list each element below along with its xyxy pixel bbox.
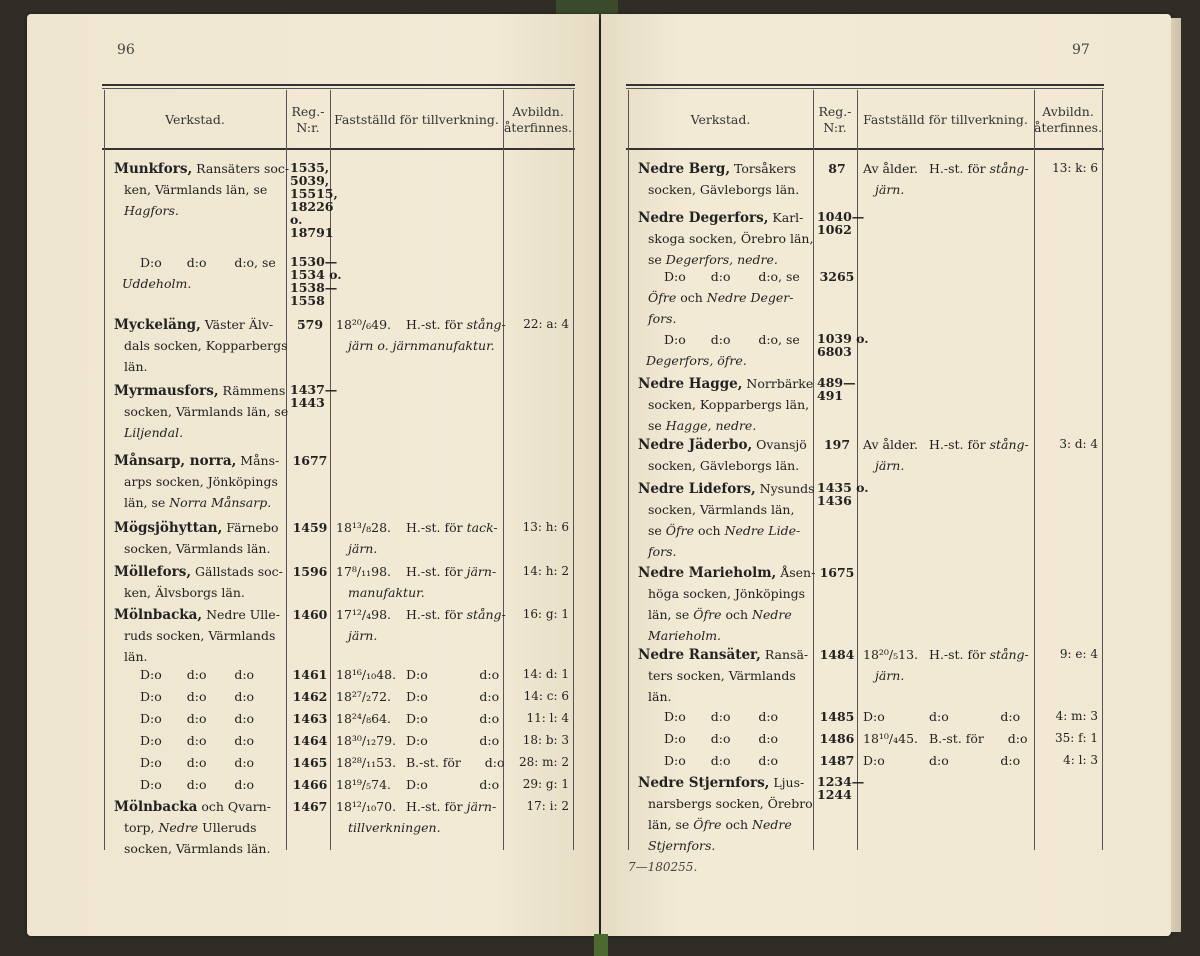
left-row-7-avb: 16: g: 1 [522,607,569,621]
right-col-line-2 [857,90,858,850]
left-row-9-date: 18²⁷/₂72. [336,689,392,704]
entry-location: d:o d:o [161,733,255,748]
reg-number: o. [290,212,303,227]
left-row-8-date: 18¹⁶/₁₀48. [336,667,397,682]
left-row-5-l2: socken, Värmlands län. [124,541,271,556]
entry-name: D:o [664,269,686,284]
reg-number: 579 [296,317,324,332]
left-row-3-reg [290,382,338,410]
right-row-10-name [664,728,835,749]
reg-number: 1460 [292,607,328,622]
right-col-line-4 [1102,90,1103,850]
left-row-10-date: 18²⁴/₈64. [336,711,392,726]
right-row-2-reg [817,269,857,284]
right-row-9-avb: 4: m: 3 [1055,709,1098,723]
left-top-rule-2 [102,88,575,89]
right-row-6-l4: fors. [648,544,677,559]
reg-number: 1466 [292,777,328,792]
right-row-10-reg [817,731,857,746]
right-row-7-reg [817,565,857,580]
entry-location: Ransä- [760,647,809,662]
entry-name: D:o [664,709,686,724]
entry-name: D:o [140,777,162,792]
left-row-12-date: 18²⁸/₁₁53. [336,755,397,770]
left-row-11-name [140,730,308,751]
right-header-verkstad: Verkstad. [690,112,751,127]
right-row-0-avb: 13: k: 6 [1052,161,1098,175]
reg-number: 1436 [817,493,852,508]
left-row-7-f2: järn. [348,628,378,643]
entry-name: Nedre Jäderbo, [638,437,753,453]
left-row-13-reg [290,777,330,792]
entry-location: Ovansjö [752,437,807,452]
right-row-9-name [664,706,835,727]
left-row-9-f1: D:o d:o [406,689,500,704]
right-row-9-reg [817,709,857,724]
entry-location: Åsen- [776,565,816,580]
left-row-7-date: 17¹²/₄98. [336,607,392,622]
reg-number: 1459 [292,520,328,535]
left-header-rule [102,148,575,150]
entry-location: d:o d:o, se [161,255,276,270]
left-row-3-l3: Liljendal. [124,425,184,440]
right-col-line-0 [628,90,629,850]
left-row-13-date: 18¹⁹/₅74. [336,777,392,792]
left-header-avbildn: Avbildn. återfinnes. [503,104,573,135]
right-row-2-l2: Öfre och Nedre Deger- [648,290,794,305]
left-row-13-avb: 29: g: 1 [522,777,569,791]
reg-number: 1437— [290,382,338,397]
reg-number: 1435 o. [817,480,869,495]
left-row-11-avb: 18: b: 3 [522,733,569,747]
entry-name: Möllefors, [114,564,192,580]
entry-name: Munkfors, [114,161,193,177]
left-row-12-reg [290,755,330,770]
right-row-0-l2: socken, Gävleborgs län. [648,182,800,197]
reg-number: 1486 [819,731,855,746]
left-row-2-f1: H.-st. för stång- [406,317,506,332]
right-row-1-name [638,207,809,229]
left-row-5-f2: järn. [348,541,378,556]
reg-number: 1677 [292,453,328,468]
entry-location: Måns- [236,453,280,468]
reg-number: 1534 o. [290,267,342,282]
left-col-line-4 [573,90,574,850]
right-row-5-l2: socken, Gävleborgs län. [648,458,800,473]
entry-name: D:o [664,332,686,347]
right-row-4-name [638,373,814,395]
reg-number: 1464 [292,733,328,748]
reg-number: 1463 [292,711,328,726]
right-row-5-name [638,434,809,456]
right-row-10-avb: 35: f: 1 [1054,731,1098,745]
entry-location: d:o d:o, se [685,332,800,347]
right-row-12-l3: län, se Öfre och Nedre [648,817,792,832]
left-row-4-l3: län, se Norra Månsarp. [124,495,272,510]
left-row-6-l2: ken, Älvsborgs län. [124,585,245,600]
entry-location: d:o d:o [161,777,255,792]
entry-location: Torsåkers [730,161,797,176]
entry-location: Väster Älv- [200,317,274,332]
right-header-faststalld: Fastställd för tillverkning. [863,112,1028,127]
left-row-2-avb: 22: a: 4 [523,317,569,331]
entry-name: Nedre Marieholm, [638,565,777,581]
entry-name: Nedre Lidefors, [638,481,756,497]
entry-name: Nedre Hagge, [638,376,743,392]
left-row-14-date: 18¹²/₁₀70. [336,799,397,814]
reg-number: 1675 [819,565,855,580]
left-row-6-f1: H.-st. för järn- [406,564,497,579]
left-header-verkstad: Verkstad. [165,112,225,127]
left-row-4-l2: arps socken, Jönköpings [124,474,278,489]
reg-number: 197 [823,437,851,452]
entry-name: D:o [140,689,162,704]
reg-number: 18226 [290,199,334,214]
entry-location: d:o d:o [685,753,779,768]
right-row-0-f1: H.-st. för stång- [929,161,1029,176]
left-row-14-f1: H.-st. för järn- [406,799,497,814]
entry-name: Myrmausfors, [114,383,219,399]
entry-location: d:o d:o [161,755,255,770]
entry-location: d:o d:o, se [685,269,800,284]
entry-location: Rämmens [218,383,286,398]
reg-number: 87 [828,161,846,176]
left-row-1-reg [290,254,342,308]
right-row-12-reg [817,774,865,802]
right-page-number: 97 [1072,42,1090,58]
right-row-6-reg [817,480,869,508]
left-row-10-avb: 11: l: 4 [526,711,569,725]
left-row-4-name [114,450,282,472]
right-row-3-l2: Degerfors, öfre. [646,353,747,368]
right-row-6-name [638,478,815,500]
entry-location: Karl- [768,210,804,225]
entry-name: D:o [140,733,162,748]
right-row-6-l2: socken, Värmlands län, [648,502,795,517]
left-row-6-name [114,561,282,583]
left-row-7-l2: ruds socken, Värmlands [124,628,276,643]
entry-name: Månsarp, norra, [114,453,237,469]
entry-location: d:o d:o [161,711,255,726]
left-row-6-f2: manufaktur. [348,585,425,600]
left-row-0-l3: Hagfors. [124,203,179,218]
entry-location: Nedre Ulle- [202,607,280,622]
right-row-4-reg [817,376,857,402]
entry-name: D:o [140,755,162,770]
right-row-5-reg [817,437,857,452]
right-row-7-l2: höga socken, Jönköpings [648,586,806,601]
right-row-8-date: 18²⁰/₅13. [863,647,919,662]
right-row-0-name [638,158,809,180]
reg-number: 1244 [817,787,852,802]
left-row-2-l2: dals socken, Kopparbergs [124,338,288,353]
left-row-9-name [140,686,308,707]
right-row-5-f1: H.-st. för stång- [929,437,1029,452]
entry-location: d:o d:o [685,731,779,746]
right-row-5-f2: järn. [875,458,905,473]
left-row-12-f1: B.-st. för d:o [406,755,505,770]
right-row-9-date: D:o [863,709,885,724]
entry-name: Nedre Ransäter, [638,647,761,663]
right-row-9-f1: d:o d:o [929,709,1021,724]
left-row-3-l2: socken, Värmlands län, se [124,404,289,419]
entry-name: Mölnbacka [114,799,198,815]
left-row-13-f1: D:o d:o [406,777,500,792]
left-row-2-l3: län. [124,359,148,374]
left-row-0-l2: ken, Värmlands län, se [124,182,268,197]
right-top-rule [626,84,1104,86]
left-row-4-reg [290,453,330,468]
left-row-7-l3: län. [124,649,148,664]
reg-number: 1040— [817,209,865,224]
entry-name: D:o [140,255,162,270]
reg-number: 1462 [292,689,328,704]
left-row-2-name [114,314,282,336]
entry-location: Nysunds [755,481,815,496]
right-row-8-f1: H.-st. för stång- [929,647,1029,662]
reg-number: 1461 [292,667,328,682]
right-row-11-avb: 4: l: 3 [1063,753,1098,767]
right-row-1-l3: se Degerfors, nedre. [648,252,778,267]
left-row-7-reg [290,607,330,622]
left-header-faststalld: Fastställd för tillverkning. [334,112,499,127]
entry-name: D:o [664,753,686,768]
left-row-0-reg [290,160,338,240]
right-row-8-l2: ters socken, Värmlands [648,668,796,683]
reg-number: 1234— [817,774,865,789]
left-row-5-date: 18¹³/₈28. [336,520,392,535]
reg-number: 1538— [290,280,338,295]
entry-location: Gällstads soc- [191,564,283,579]
left-row-12-name [140,752,308,773]
right-row-12-l4: Stjernfors. [648,838,716,853]
left-row-1-l2: Uddeholm. [122,276,192,291]
right-row-4-l3: se Hagge, nedre. [648,418,757,433]
entry-name: Myckeläng, [114,317,201,333]
right-row-11-date: D:o [863,753,885,768]
right-row-3-reg [817,331,869,359]
right-row-6-l3: se Öfre och Nedre Lide- [648,523,801,538]
right-row-8-name [638,644,809,666]
left-row-11-reg [290,733,330,748]
right-row-5-avb: 3: d: 4 [1059,437,1098,451]
entry-name: D:o [664,731,686,746]
right-row-0-f2: järn. [875,182,905,197]
left-row-5-name [114,517,282,539]
reg-number: 491 [817,388,844,403]
left-row-7-f1: H.-st. för stång- [406,607,506,622]
left-row-0-name [114,158,290,180]
left-row-2-date: 18²⁰/₆49. [336,317,392,332]
left-row-14-reg [290,799,330,814]
left-row-13-name [140,774,308,795]
left-row-2-f2: järn o. järnmanufaktur. [348,338,495,353]
reg-number: 1558 [290,293,325,308]
reg-number: 1487 [819,753,855,768]
reg-number: 489— [817,375,856,390]
right-row-7-l4: Marieholm. [648,628,722,643]
right-row-8-f2: järn. [875,668,905,683]
left-row-6-date: 17⁸/₁₁98. [336,564,392,579]
reg-number: 1443 [290,395,325,410]
left-top-rule [102,84,575,86]
right-row-11-f1: d:o d:o [929,753,1021,768]
right-header-reg: Reg.- N:r. [818,104,852,135]
page-footer-signature: 7—180255. [628,860,698,874]
left-row-10-f1: D:o d:o [406,711,500,726]
left-row-6-avb: 14: h: 2 [522,564,569,578]
right-header-avbildn: Avbildn. återfinnes. [1034,104,1103,135]
entry-location: d:o d:o [685,709,779,724]
reg-number: 1465 [292,755,328,770]
right-row-10-date: 18¹⁰/₄45. [863,731,919,746]
page-edge [1171,18,1181,932]
right-row-7-l3: län, se Öfre och Nedre [648,607,792,622]
left-row-12-avb: 28: m: 2 [519,755,569,769]
right-row-2-name [664,266,835,287]
right-header-rule [626,148,1104,150]
entry-name: Mögsjöhyttan, [114,520,223,536]
left-row-11-date: 18³⁰/₁₂79. [336,733,397,748]
reg-number: 5039, [290,173,330,188]
entry-location: Norrbärke [742,376,814,391]
left-row-8-name [140,664,308,685]
right-row-8-avb: 9: e: 4 [1059,647,1098,661]
entry-location: Ljus- [769,775,805,790]
right-row-1-reg [817,209,865,237]
right-top-rule-2 [626,88,1104,89]
reg-number: 15515, [290,186,338,201]
entry-name: Nedre Stjernfors, [638,775,770,791]
right-row-8-l3: län. [648,689,672,704]
right-row-4-l2: socken, Kopparbergs län, [648,397,810,412]
entry-name: D:o [140,711,162,726]
right-row-12-name [638,772,809,794]
reg-number: 1039 o. [817,331,869,346]
reg-number: 1535, [290,160,330,175]
left-page-number: 96 [117,42,135,58]
reg-number: 1596 [292,564,328,579]
left-row-14-f2: tillverkningen. [348,820,441,835]
left-row-9-avb: 14: c: 6 [523,689,569,703]
entry-location: d:o d:o [161,689,255,704]
left-row-9-reg [290,689,330,704]
left-header-reg: Reg.- N:r. [291,104,325,135]
right-row-11-reg [817,753,857,768]
entry-name: Nedre Degerfors, [638,210,769,226]
reg-number: 6803 [817,344,852,359]
right-row-3-name [664,329,835,350]
left-row-11-f1: D:o d:o [406,733,500,748]
left-row-5-f1: H.-st. för tack- [406,520,498,535]
left-row-6-reg [290,564,330,579]
right-row-11-name [664,750,835,771]
entry-location: Färnebo [222,520,279,535]
right-row-0-date: Av ålder. [863,161,918,176]
reg-number: 1062 [817,222,852,237]
left-row-14-l2: torp, Nedre Ulleruds [124,820,257,835]
left-row-8-reg [290,667,330,682]
left-row-1-name [140,252,308,273]
left-row-14-l3: socken, Värmlands län. [124,841,271,856]
book-spine-bottom [594,934,608,956]
left-row-2-reg [290,317,330,332]
entry-location: och Qvarn- [197,799,271,814]
right-row-0-reg [817,161,857,176]
entry-location: Ransäters soc- [192,161,290,176]
reg-number: 3265 [819,269,855,284]
reg-number: 18791 [290,225,334,240]
left-row-10-reg [290,711,330,726]
left-col-line-0 [104,90,105,850]
entry-location: d:o d:o [161,667,255,682]
right-row-12-l2: narsbergs socken, Örebro [648,796,813,811]
left-row-7-name [114,604,282,626]
left-row-14-avb: 17: i: 2 [526,799,569,813]
right-row-1-l2: skoga socken, Örebro län, [648,231,814,246]
entry-name: Mölnbacka, [114,607,203,623]
left-row-8-f1: D:o d:o [406,667,500,682]
reg-number: 1530— [290,254,338,269]
left-row-3-name [114,380,286,402]
reg-number: 1484 [819,647,855,662]
right-row-2-l3: fors. [648,311,677,326]
right-row-10-f1: B.-st. för d:o [929,731,1028,746]
reg-number: 1467 [292,799,328,814]
right-row-8-reg [817,647,857,662]
left-row-5-reg [290,520,330,535]
right-row-7-name [638,562,816,584]
left-row-5-avb: 13: h: 6 [522,520,569,534]
left-row-14-name [114,796,282,818]
left-row-10-name [140,708,308,729]
entry-name: Nedre Berg, [638,161,731,177]
entry-name: D:o [140,667,162,682]
left-row-8-avb: 14: d: 1 [522,667,569,681]
reg-number: 1485 [819,709,855,724]
right-row-5-date: Av ålder. [863,437,918,452]
